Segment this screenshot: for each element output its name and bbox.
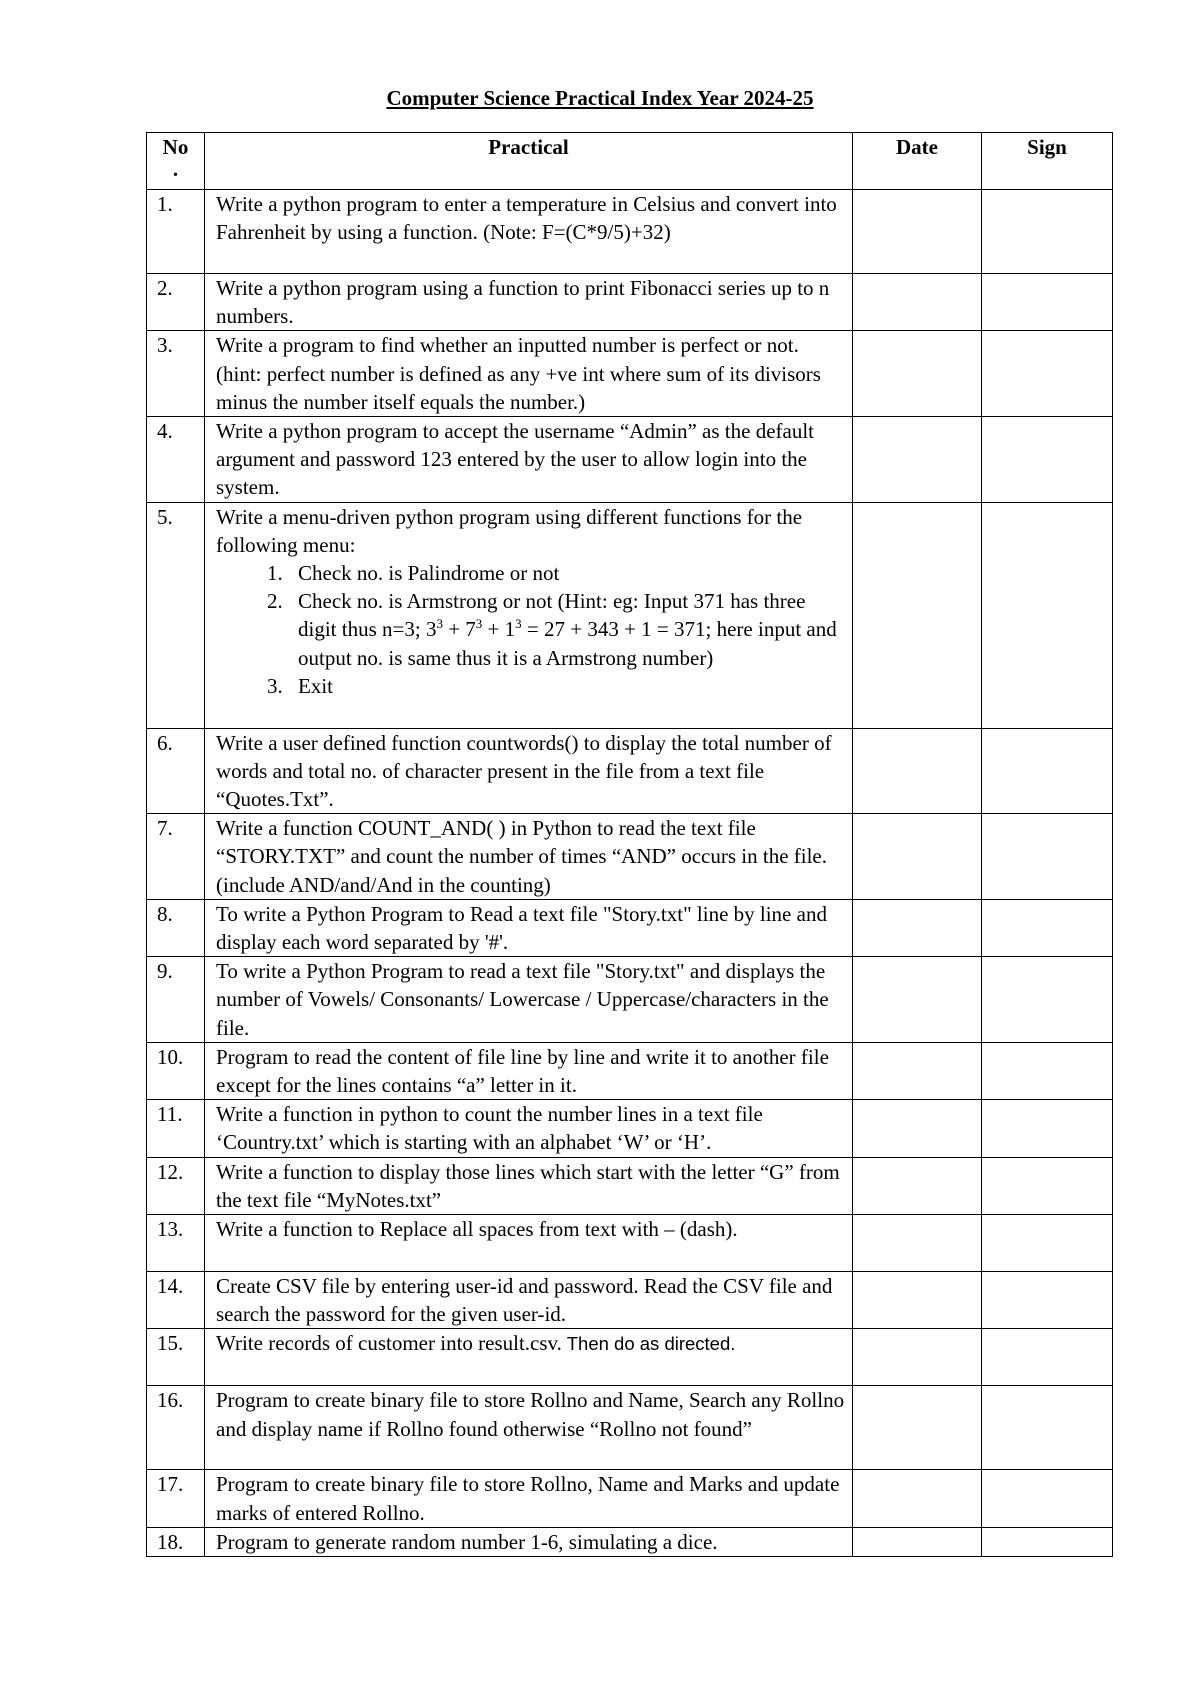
table-row bbox=[147, 417, 1113, 503]
table-row bbox=[147, 1157, 1113, 1214]
date-cell bbox=[853, 1157, 982, 1214]
armstrong-text-d: = 27 + 343 + 1 = 371; here input and output no. is same thus it is a Armstrong number) bbox=[298, 617, 837, 670]
practical-text: Program to generate random number 1-6, simulating a dice. bbox=[205, 1527, 853, 1556]
date-cell bbox=[853, 1470, 982, 1527]
header-practical: Practical bbox=[205, 133, 853, 190]
sign-cell bbox=[982, 814, 1113, 900]
row-number: 3. bbox=[147, 331, 205, 417]
row-number: 7. bbox=[147, 814, 205, 900]
row-number: 8. bbox=[147, 899, 205, 956]
sign-cell bbox=[982, 728, 1113, 814]
header-no-dot: . bbox=[172, 157, 179, 182]
sign-cell bbox=[982, 274, 1113, 331]
date-cell bbox=[853, 1329, 982, 1386]
table-row bbox=[147, 190, 1113, 274]
practical-text: Write a program to find whether an inputted number is perfect or not. (hint: perfect number is defined as any +ve int where sum of its divisors minus the number itself equals the number.) bbox=[205, 331, 853, 417]
practical-text bbox=[205, 502, 853, 728]
sign-cell bbox=[982, 957, 1113, 1043]
row-number: 18. bbox=[147, 1527, 205, 1556]
practical-text-tail: Then do as directed. bbox=[561, 1333, 736, 1355]
superscript: 3 bbox=[436, 616, 443, 632]
table-row bbox=[147, 502, 1113, 728]
row-number: 6. bbox=[147, 728, 205, 814]
date-cell bbox=[853, 417, 982, 503]
sign-cell bbox=[982, 1100, 1113, 1157]
sign-cell bbox=[982, 1386, 1113, 1470]
table-row bbox=[147, 1215, 1113, 1272]
date-cell bbox=[853, 1386, 982, 1470]
menu-item-exit: 3. Exit bbox=[288, 672, 848, 700]
table-row bbox=[147, 814, 1113, 900]
practical-text: Write a function COUNT_AND( ) in Python to read the text file “STORY.TXT” and count the number of times “AND” occurs in the file. (include AND/and/And in the counting) bbox=[205, 814, 853, 900]
date-cell bbox=[853, 899, 982, 956]
row-number: 16. bbox=[147, 1386, 205, 1470]
date-cell bbox=[853, 1272, 982, 1329]
table-row bbox=[147, 1042, 1113, 1099]
header-date: Date bbox=[853, 133, 982, 190]
date-cell bbox=[853, 814, 982, 900]
sign-cell bbox=[982, 1215, 1113, 1272]
table-header-row bbox=[147, 133, 1113, 190]
practical-text: Create CSV file by entering user-id and password. Read the CSV file and search the password for the given user-id. bbox=[205, 1272, 853, 1329]
date-cell bbox=[853, 1042, 982, 1099]
practical-text: Write a python program to accept the username “Admin” as the default argument and password 123 entered by the user to allow login into the system. bbox=[205, 417, 853, 503]
date-cell bbox=[853, 274, 982, 331]
table-row bbox=[147, 728, 1113, 814]
row-number: 10. bbox=[147, 1042, 205, 1099]
sign-cell bbox=[982, 502, 1113, 728]
menu-item-armstrong bbox=[288, 587, 848, 672]
table-row bbox=[147, 1272, 1113, 1329]
row-number: 15. bbox=[147, 1329, 205, 1386]
date-cell bbox=[853, 190, 982, 274]
table-row bbox=[147, 1100, 1113, 1157]
row-number: 12. bbox=[147, 1157, 205, 1214]
sign-cell bbox=[982, 331, 1113, 417]
row-number: 5. bbox=[147, 502, 205, 728]
sign-cell bbox=[982, 1527, 1113, 1556]
armstrong-text-b: + 7 bbox=[442, 617, 476, 642]
page-title: Computer Science Practical Index Year 2024-25 bbox=[386, 86, 814, 110]
date-cell bbox=[853, 1527, 982, 1556]
menu-item-palindrome: 1. Check no. is Palindrome or not bbox=[288, 559, 848, 587]
practical-text: To write a Python Program to read a text file "Story.txt" and displays the number of Vowels/ Consonants/ Lowercase / Uppercase/characters in the file. bbox=[205, 957, 853, 1043]
row-number: 1. bbox=[147, 190, 205, 274]
table-row bbox=[147, 1470, 1113, 1527]
table-row bbox=[147, 331, 1113, 417]
practical-text: Write a python program using a function to print Fibonacci series up to n numbers. bbox=[205, 274, 853, 331]
row-number: 4. bbox=[147, 417, 205, 503]
superscript: 3 bbox=[475, 616, 483, 632]
date-cell bbox=[853, 502, 982, 728]
sign-cell bbox=[982, 190, 1113, 274]
armstrong-text-a: Check no. is Armstrong or not (Hint: eg: Input 371 has three digit thus n=3; 3 bbox=[298, 589, 806, 642]
table-row bbox=[147, 1329, 1113, 1386]
practical-index-table bbox=[146, 132, 1113, 1557]
sign-cell bbox=[982, 1329, 1113, 1386]
practical-text: To write a Python Program to Read a text file "Story.txt" line by line and display each word separated by '#'. bbox=[205, 899, 853, 956]
date-cell bbox=[853, 957, 982, 1043]
armstrong-text-c: + 1 bbox=[482, 617, 516, 642]
practical-text: Program to read the content of file line by line and write it to another file except for the lines contains “a” letter in it. bbox=[205, 1042, 853, 1099]
menu-list bbox=[216, 559, 848, 700]
header-no bbox=[147, 133, 205, 190]
table-row bbox=[147, 274, 1113, 331]
practical-text: Program to create binary file to store Rollno and Name, Search any Rollno and display name if Rollno found otherwise “Rollno not found” bbox=[205, 1386, 853, 1470]
sign-cell bbox=[982, 1470, 1113, 1527]
practical-text: Write a function in python to count the number lines in a text file ‘Country.txt’ which is starting with an alphabet ‘W’ or ‘H’. bbox=[205, 1100, 853, 1157]
header-no-label: No bbox=[162, 135, 189, 159]
practical-text bbox=[205, 1329, 853, 1386]
menu-intro: Write a menu-driven python program using different functions for the following menu: bbox=[216, 504, 803, 557]
practical-text-main: Write records of customer into result.csv. bbox=[216, 1331, 562, 1356]
sign-cell bbox=[982, 417, 1113, 503]
date-cell bbox=[853, 728, 982, 814]
date-cell bbox=[853, 331, 982, 417]
table-row bbox=[147, 899, 1113, 956]
sign-cell bbox=[982, 899, 1113, 956]
practical-text: Program to create binary file to store Rollno, Name and Marks and update marks of entered Rollno. bbox=[205, 1470, 853, 1527]
practical-text: Write a python program to enter a temperature in Celsius and convert into Fahrenheit by using a function. (Note: F=(C*9/5)+32) bbox=[205, 190, 853, 274]
sign-cell bbox=[982, 1157, 1113, 1214]
practical-text: Write a function to display those lines which start with the letter “G” from the text file “MyNotes.txt” bbox=[205, 1157, 853, 1214]
row-number: 17. bbox=[147, 1470, 205, 1527]
date-cell bbox=[853, 1215, 982, 1272]
table-row bbox=[147, 957, 1113, 1043]
header-sign: Sign bbox=[982, 133, 1113, 190]
practical-text: Write a user defined function countwords() to display the total number of words and total no. of character present in the file from a text file “Quotes.Txt”. bbox=[205, 728, 853, 814]
row-number: 14. bbox=[147, 1272, 205, 1329]
table-row bbox=[147, 1527, 1113, 1556]
sign-cell bbox=[982, 1272, 1113, 1329]
table-row bbox=[147, 1386, 1113, 1470]
row-number: 11. bbox=[147, 1100, 205, 1157]
sign-cell bbox=[982, 1042, 1113, 1099]
row-number: 13. bbox=[147, 1215, 205, 1272]
row-number: 9. bbox=[147, 957, 205, 1043]
practical-text: Write a function to Replace all spaces from text with – (dash). bbox=[205, 1215, 853, 1272]
row-number: 2. bbox=[147, 274, 205, 331]
date-cell bbox=[853, 1100, 982, 1157]
superscript: 3 bbox=[515, 616, 522, 632]
